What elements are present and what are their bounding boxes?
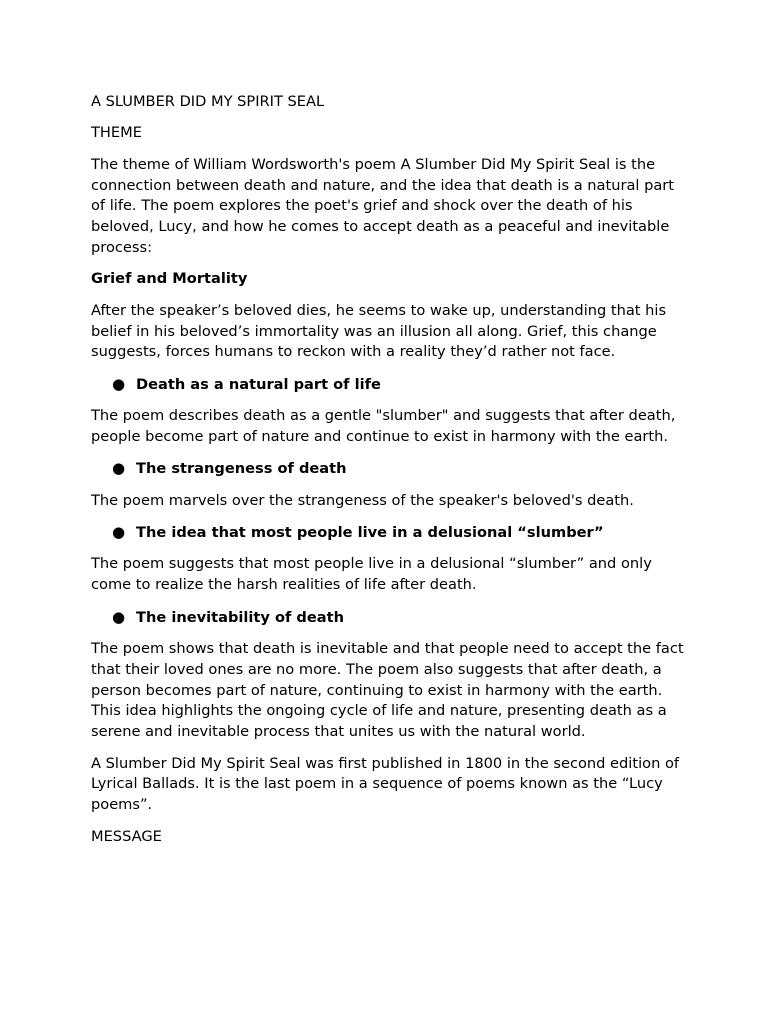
section-paragraph-natural-part: The poem describes death as a gentle "slumber" and suggests that after death, people become part of nature and continue to exist in harmony with the earth. xyxy=(91,407,676,445)
document-title: A SLUMBER DID MY SPIRIT SEAL xyxy=(91,93,325,110)
intro-paragraph: The theme of William Wordsworth's poem A Slumber Did My Spirit Seal is the connection between death and nature, and the idea that death is a natural part of life. The poem explores the poet's grief and shock over the death of his beloved, Lucy, and how he comes to accept death as a peaceful and inevitable process: xyxy=(91,155,675,256)
bullet-item xyxy=(91,607,684,629)
grief-heading: Grief and Mortality xyxy=(91,270,248,288)
bullet-icon: ● xyxy=(112,523,126,542)
message-label: MESSAGE xyxy=(91,827,162,845)
bullet-heading-delusional-slumber: The idea that most people live in a delusional “slumber” xyxy=(136,524,604,542)
bullet-icon: ● xyxy=(112,459,126,478)
bullet-heading-natural-part: Death as a natural part of life xyxy=(136,375,381,393)
bullet-item xyxy=(91,522,684,544)
bullet-icon: ● xyxy=(112,607,126,626)
theme-label: THEME xyxy=(91,124,142,142)
section-paragraph-inevitability: The poem shows that death is inevitable and that people need to accept the fact that their loved ones are no more. The poem also suggests that after death, a person becomes part of nature, continuing to exist in harmony with the earth. This idea highlights the ongoing cycle of life and nature, presenting death as a serene and inevitable process that unites us with the natural world. xyxy=(91,640,684,741)
bullet-icon: ● xyxy=(112,374,126,393)
section-paragraph-strangeness: The poem marvels over the strangeness of the speaker's beloved's death. xyxy=(91,491,634,509)
section-paragraph-delusional-slumber: The poem suggests that most people live in a delusional “slumber” and only come to realize the harsh realities of life after death. xyxy=(91,555,652,594)
publication-paragraph: A Slumber Did My Spirit Seal was first published in 1800 in the second edition of Lyrical Ballads. It is the last poem in a sequence of poems known as the “Lucy poems”. xyxy=(91,754,680,814)
bullet-item xyxy=(91,374,684,396)
bullet-heading-strangeness: The strangeness of death xyxy=(136,460,347,478)
bullet-heading-inevitability: The inevitability of death xyxy=(136,608,344,626)
grief-paragraph: After the speaker’s beloved dies, he seems to wake up, understanding that his belief in his beloved’s immortality was an illusion all along. Grief, this change suggests, forces humans to reckon with a reality they’d rather not face. xyxy=(91,301,667,361)
bullet-item xyxy=(91,458,684,480)
